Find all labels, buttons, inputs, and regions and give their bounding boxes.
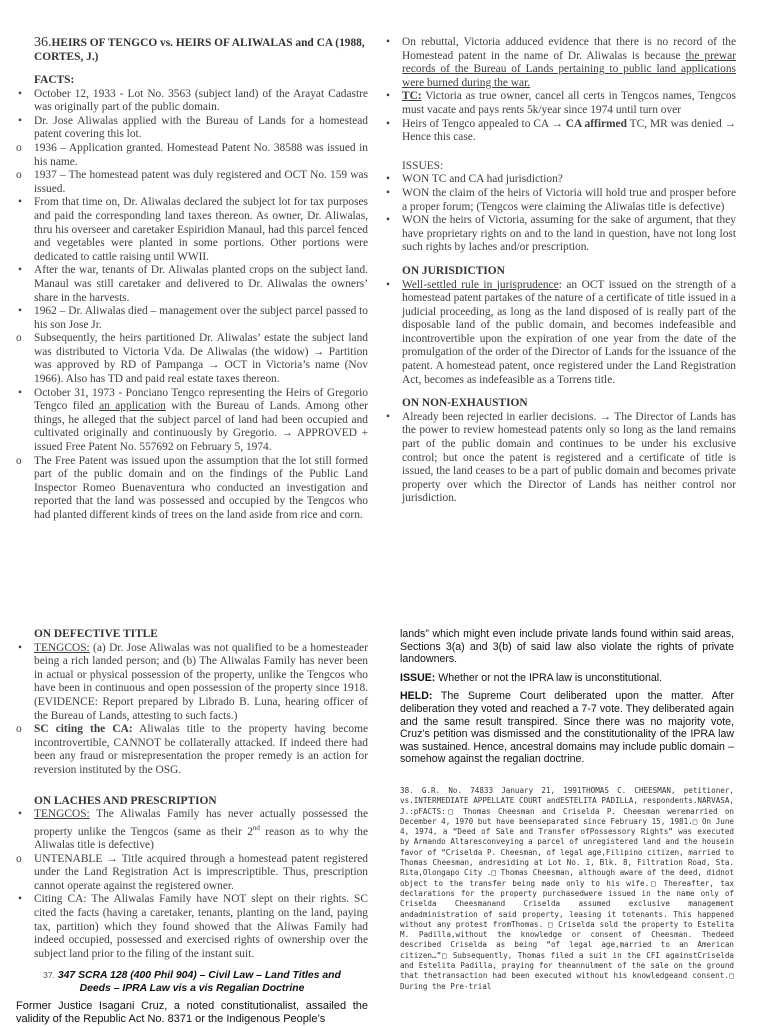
- case36-title: [16, 36, 368, 64]
- facts-item: • After the war, tenants of Dr. Aliwalas planted crops on the subject land. Manaul was still caretaker and delivered to Dr. Aliwalas the owners’ share in the harvests.: [18, 264, 368, 304]
- issue-item-1: • WON TC and CA had jurisdiction?: [386, 173, 563, 186]
- jurisdiction-heading: ON JURISDICTION: [402, 264, 505, 277]
- facts-item: • October 31, 1973 - Ponciano Tengco representing the Heirs of Gregorio Tengco filed an application with the Bureau of Lands. Among other things, he alleged that the subject parcel of land had been occupied and cultivated originally and continuously by Gregorio. → APPROVED + issued Free Patent No. 557692 on February 5, 1974.: [18, 386, 368, 454]
- tc-item: • TC: Victoria as true owner, cancel all certs in Tengcos names, Tengcos must vacate and pays rents 5k/year since 1974 until turn over: [386, 90, 736, 116]
- issue-paragraph: ISSUE: Whether or not the IPRA law is unconstitutional.: [400, 671, 663, 684]
- laches-item-3: • Citing CA: The Aliwalas Family have NOT slept on their rights. SC cited the facts (having a caretaker, tenants, planting on the land, paying tax, partition) which they found showed that the Aliwas Family had indeed occupied, possessed and exercised rights of ownership over the subject land prior to the filing of the instant suit.: [18, 893, 368, 960]
- facts-list: [16, 88, 368, 523]
- issue-label: ISSUE:: [400, 671, 436, 684]
- defective-title-heading: ON DEFECTIVE TITLE: [34, 628, 158, 640]
- bullet-icon: •: [18, 386, 22, 399]
- tengcos-label: TENGCOS:: [34, 641, 90, 654]
- laches-item-1: • TENGCOS: The Aliwalas Family has never actually possessed the property unlike the Tengcos (same as their 2nd reason as to why the Aliwalas title is defective): [18, 808, 368, 852]
- issues-heading: ISSUES:: [402, 159, 444, 172]
- lands-paragraph: lands” which might even include private lands found within said areas, Sections 3(a) and 3(b) of said law also violate the rights of private landowners.: [400, 628, 734, 666]
- sub-bullet-icon: o: [16, 332, 22, 345]
- exhaustion-item: • Already been rejected in earlier decisions. → The Director of Lands has the power to review homestead patents only so long as the land remains part of the public domain and continues to be under his exclusive control; but once the patent is registered and a certificate of title is issued, the land ceases to be a part of public domain and becomes private property over which the Director of Lands has neither control nor jurisdiction.: [386, 410, 736, 505]
- bullet-icon: •: [386, 173, 390, 186]
- case37-title: 37. 347 SCRA 128 (400 Phil 904) – Civil Law – Land Titles and Deeds – IPRA Law vis a vis Regalian Doctrine: [43, 970, 341, 994]
- bullet-icon: •: [386, 410, 390, 423]
- facts-item: o The Free Patent was issued upon the assumption that the lot still formed part of the public domain and on the findings of the Public Land Inspector Romeo Buenaventura who conducted an investigation and reported that the land was possessed and occupied by the Tengcos who had planted different kinds of trees on the land aside from rice and corn.: [16, 454, 368, 521]
- bullet-icon: •: [386, 117, 390, 130]
- case37-intro: Former Justice Isagani Cruz, a noted constitutionalist, assailed the validity of the Republic Act No. 8371 or the Indigenous People’s: [16, 1000, 368, 1026]
- facts-item: • Dr. Jose Aliwalas applied with the Bureau of Lands for a homestead patent covering this lot.: [18, 114, 368, 141]
- left-bottom-column: [16, 628, 368, 1026]
- bullet-icon: •: [18, 808, 22, 821]
- bullet-icon: •: [386, 186, 390, 199]
- case38-text: 38. G.R. No. 74833 January 21, 1991THOMAS C. CHEESMAN, petitioner, vs.INTERMEDIATE APPELLATE COURT andESTELITA PADILLA, respondents.NARVASA, J.:pFACTS:□ Thomas Cheesman and Criselda P. Cheesman weremarried on December 4, 1970 but have beenseparated since February 15, 1981.□ On June 4, 1974, a “Deed of Sale and Transfer ofPossessory Rights” was executed by Armando Altaresconveying a parcel of unregistered land and the housein favor of “Criselda P. Cheesman, of legal age,Filipino citizen, married to Thomas Cheesman, andresiding at Lot No. 1, Blk. 8, Filtration Road, Sta. Rita,Olongapo City .□ Thomas Cheesman, although aware of the deed, didnot object to the transfer being made only to his wife.□ Thereafter, tax declarations for the property purchasedwere issued in the name only of Criselda Cheesmanand Criselda assumed exclusive management andadministration of said property, leasing it totenants. This happened without any protest fromThomas. □ Criselda sold the property to Estelita M. Padilla,without the knowledge or consent of Cheesman. Thedeed described Criselda as being “of legal age,married to an American citizen…”□ Subsequently, Thomas filed a suit in the CFI againstCriselda and Estelita Padilla, praying for theannulment of the sale on the ground that thetransaction had been executed without his knowledgeand consent.□ During the Pre-trial: [400, 785, 734, 991]
- exhaustion-heading: ON NON-EXHAUSTION: [402, 397, 528, 410]
- issue-item-2: • WON the claim of the heirs of Victoria will hold true and prosper before a proper forum; (Tengcos were claiming the Aliwalas title is defective): [386, 186, 736, 213]
- held-paragraph: HELD: The Supreme Court deliberated upon the matter. After deliberation they voted and reached a 7-7 vote. They deliberated again and the same result transpired. Since there was no majority vote, Cruz’s petition was dismissed and the constitutionality of the IPRA law was sustained. Hence, ancestral domains may include public domain – somehow against the regalian doctrine.: [400, 690, 734, 766]
- held-label: HELD:: [400, 690, 433, 703]
- sub-bullet-icon: o: [16, 141, 22, 154]
- bullet-icon: •: [18, 893, 22, 906]
- bullet-icon: •: [386, 214, 390, 227]
- facts-item: • October 12, 1933 - Lot No. 3563 (subject land) of the Arayat Cadastre was originally part of the public domain.: [18, 87, 368, 114]
- defective-item-1: • TENGCOS: (a) Dr. Jose Aliwalas was not qualified to be a homesteader being a rich landed person; and (b) The Aliwalas Family has never been in actual or physical possession of the property, unlike the Tengcos who have been in continuous and open possession of the property since 1918. (EVIDENCE: Report prepared by Librado B. Luna, hearing officer of the Bureau of Lands, attesting to such facts.): [18, 641, 368, 722]
- sub-bullet-icon: o: [16, 169, 22, 182]
- facts-item: o 1937 – The homestead patent was duly registered and OCT No. 159 was issued.: [16, 169, 368, 195]
- bullet-icon: •: [18, 114, 22, 127]
- rebuttal-underlined: the prewar records of the Bureau of Lands pertaining to public land applications were burned during the war.: [402, 49, 736, 89]
- laches-item-2: o UNTENABLE → Title acquired through a homestead patent registered under the Land Registration Act is imprescriptible. Thus, prescription cannot operate against the registered owner.: [16, 852, 368, 892]
- facts-item: o 1936 – Application granted. Homestead Patent No. 38588 was issued in his name.: [16, 141, 368, 168]
- right-top-column: [384, 36, 736, 506]
- case36-title-text: HEIRS OF TENGCO vs. HEIRS OF ALIWALAS and CA (1988, CORTES, J.): [34, 37, 365, 63]
- bullet-icon: •: [18, 87, 22, 100]
- facts-item: • 1962 – Dr. Aliwalas died – management over the subject parcel passed to his son Jose Jr.: [18, 305, 368, 331]
- tengcos-label: TENGCOS:: [34, 808, 90, 821]
- facts-item: • From that time on, Dr. Aliwalas declared the subject lot for tax purposes and paid the corresponding land taxes thereon. As owner, Dr. Aliwalas, thru his overseer and caretaker Espiridion Manaul, had this parcel fenced and vegetables were planted in some portions. Other portions were dedicated to cattle raising until WWII.: [18, 196, 368, 263]
- bullet-icon: •: [18, 196, 22, 209]
- facts-heading: FACTS:: [34, 74, 75, 86]
- application-link-text: an application: [99, 400, 166, 413]
- sub-bullet-icon: o: [16, 454, 22, 467]
- issue-item-3: • WON the heirs of Victoria, assuming for the sake of argument, that they have proprietary rights on and to the land in question, have not long lost such rights by laches and/or prescription.: [386, 214, 736, 254]
- case37-number: 37.: [43, 970, 55, 981]
- sc-citing-ca-label: SC citing the CA:: [34, 723, 133, 736]
- jurisdiction-item: • Well-settled rule in jurisprudence: an OCT issued on the strength of a homestead patent partakes of the nature of a certificate of title issued in a judicial proceeding, as long as the land disposed of is really part of the disposable land of the public domain, and becomes indefeasible and incontrovertible upon the expiration of one year from the date of the promulgation of the order of the Director of Lands for the issuance of the patent. A homestead patent, once registered under the Land Registration Act, becomes as indefeasible as a Torrens title.: [386, 278, 737, 386]
- tc-label: TC:: [402, 90, 422, 103]
- bullet-icon: •: [386, 90, 390, 103]
- laches-heading: ON LACHES AND PRESCRIPTION: [34, 794, 217, 807]
- ca-item: • Heirs of Tengco appealed to CA → CA affirmed TC, MR was denied → Hence this case.: [386, 117, 736, 144]
- rebuttal-item: • On rebuttal, Victoria adduced evidence that there is no record of the Homestead patent in the name of Dr. Aliwalas is because the prewar records of the Bureau of Lands pertaining to public land applications were burned during the war.: [386, 36, 736, 89]
- bullet-icon: •: [386, 278, 390, 291]
- facts-item: o Subsequently, the heirs partitioned Dr. Aliwalas’ estate the subject land was distributed to Victoria Vda. De Aliwalas (the widow) → Partition was approved by RD of Pampanga → OCT in Victoria’s name (Nov 1966). Also has TD and paid real estate taxes thereon.: [16, 332, 368, 386]
- bullet-icon: •: [386, 36, 390, 48]
- case36-number: 36.: [34, 35, 52, 50]
- left-top-column: [16, 36, 368, 523]
- bullet-icon: •: [18, 264, 22, 277]
- jurisdiction-underlined: Well-settled rule in jurisprudence: [402, 278, 559, 291]
- ca-affirmed: CA affirmed: [565, 117, 627, 130]
- bullet-icon: •: [18, 641, 22, 654]
- bullet-icon: •: [18, 305, 22, 318]
- defective-item-2: o SC citing the CA: Aliwalas title to the property having become incontrovertible, CANNOT be collaterally attacked. If indeed there had been any fraud or misrepresentation the proper remedy is an action for reversion instituted by the OSG.: [16, 723, 369, 776]
- sub-bullet-icon: o: [16, 723, 22, 736]
- sub-bullet-icon: o: [16, 852, 22, 865]
- right-bottom-column: [400, 628, 734, 1022]
